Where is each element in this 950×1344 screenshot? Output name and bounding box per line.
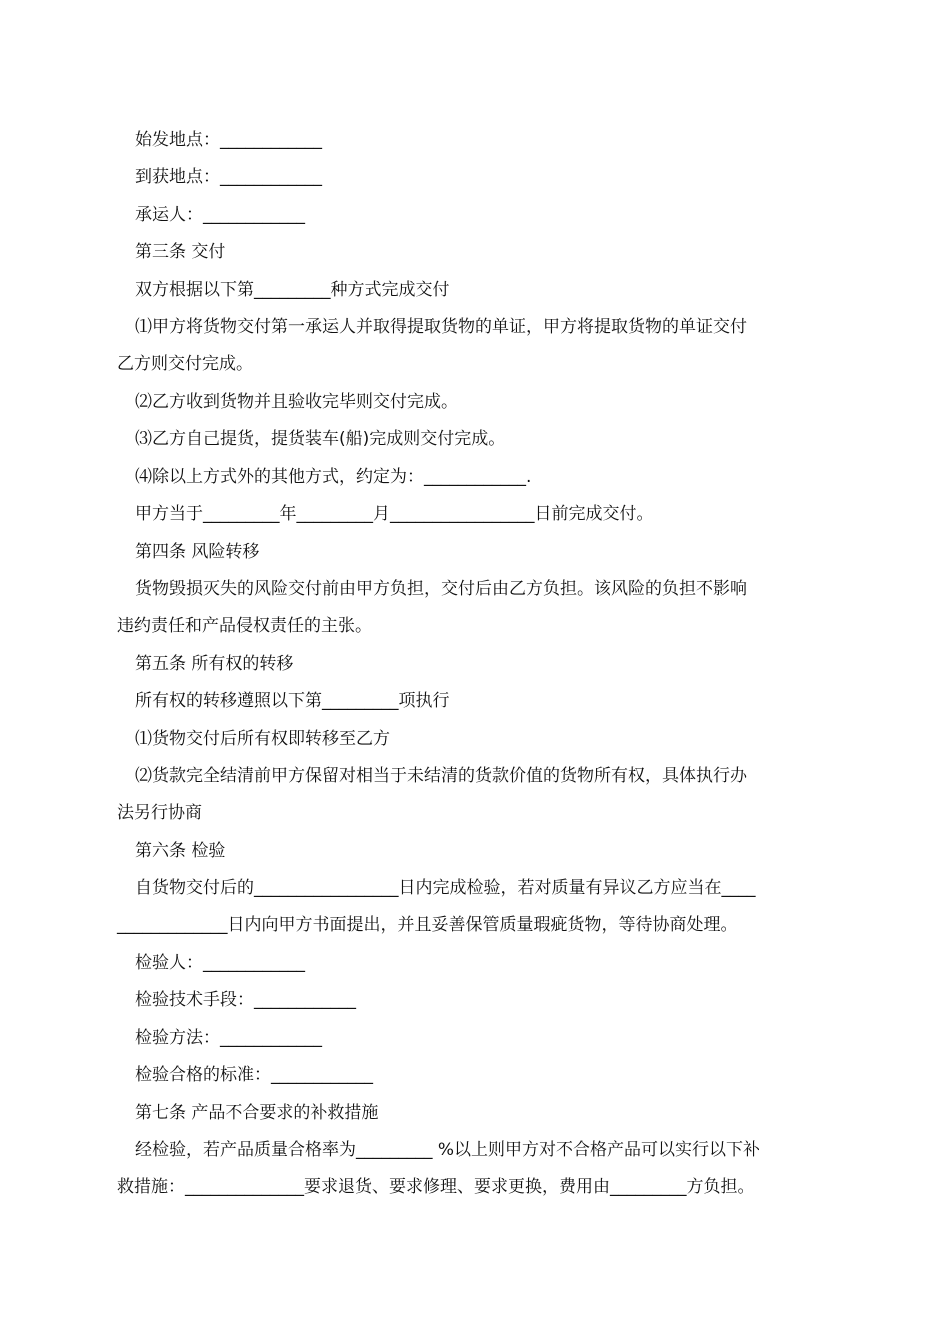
inspector-field: 检验人：____________ [135,953,305,973]
article-3-text: 双方根据以下第_________种方式完成交付 [135,280,450,300]
article-6-text: 自货物交付后的_________________日内完成检验，若对质量有异议乙方应当在____ [135,878,756,898]
article-3-heading: 第三条 交付 [135,242,226,262]
article-7-text-cont: 救措施：______________要求退货、要求修理、要求更换，费用由_________方负担。 [117,1177,755,1197]
article-4-text-cont: 违约责任和产品侵权责任的主张。 [117,616,372,636]
article-5-item-2: ⑵货款完全结清前甲方保留对相当于未结清的货款价值的货物所有权，具体执行办 [135,766,747,786]
article-5-text: 所有权的转移遵照以下第_________项执行 [135,691,450,711]
article-3-item-1-cont: 乙方则交付完成。 [117,354,253,374]
delivery-date-field: 甲方当于_________年_________月_________________日前完成交付。 [135,504,654,524]
article-5-heading: 第五条 所有权的转移 [135,654,294,674]
article-3-item-4: ⑷除以上方式外的其他方式，约定为：____________. [135,467,532,487]
article-3-item-3: ⑶乙方自己提货，提货装车(船)完成则交付完成。 [135,429,506,449]
inspection-method-field: 检验方法：____________ [135,1028,322,1048]
article-4-heading: 第四条 风险转移 [135,542,260,562]
article-7-text: 经检验，若产品质量合格率为_________ %以上则甲方对不合格产品可以实行以下补 [135,1140,761,1160]
article-6-heading: 第六条 检验 [135,841,226,861]
inspection-standard-field: 检验合格的标准：____________ [135,1065,373,1085]
article-4-text: 货物毁损灭失的风险交付前由甲方负担，交付后由乙方负担。该风险的负担不影响 [135,579,747,599]
carrier-field: 承运人：____________ [135,205,305,225]
article-3-item-2: ⑵乙方收到货物并且验收完毕则交付完成。 [135,392,458,412]
departure-place-field: 始发地点：____________ [135,130,322,150]
article-7-heading: 第七条 产品不合要求的补救措施 [135,1103,379,1123]
article-3-item-1: ⑴甲方将货物交付第一承运人并取得提取货物的单证，甲方将提取货物的单证交付 [135,317,747,337]
article-6-text-cont: _____________日内向甲方书面提出，并且妥善保管质量瑕疵货物，等待协商处理。 [117,915,738,935]
inspection-method-tech-field: 检验技术手段：____________ [135,990,356,1010]
article-5-item-1: ⑴货物交付后所有权即转移至乙方 [135,729,390,749]
article-5-item-2-cont: 法另行协商 [117,803,202,823]
arrival-place-field: 到获地点：____________ [135,167,322,187]
